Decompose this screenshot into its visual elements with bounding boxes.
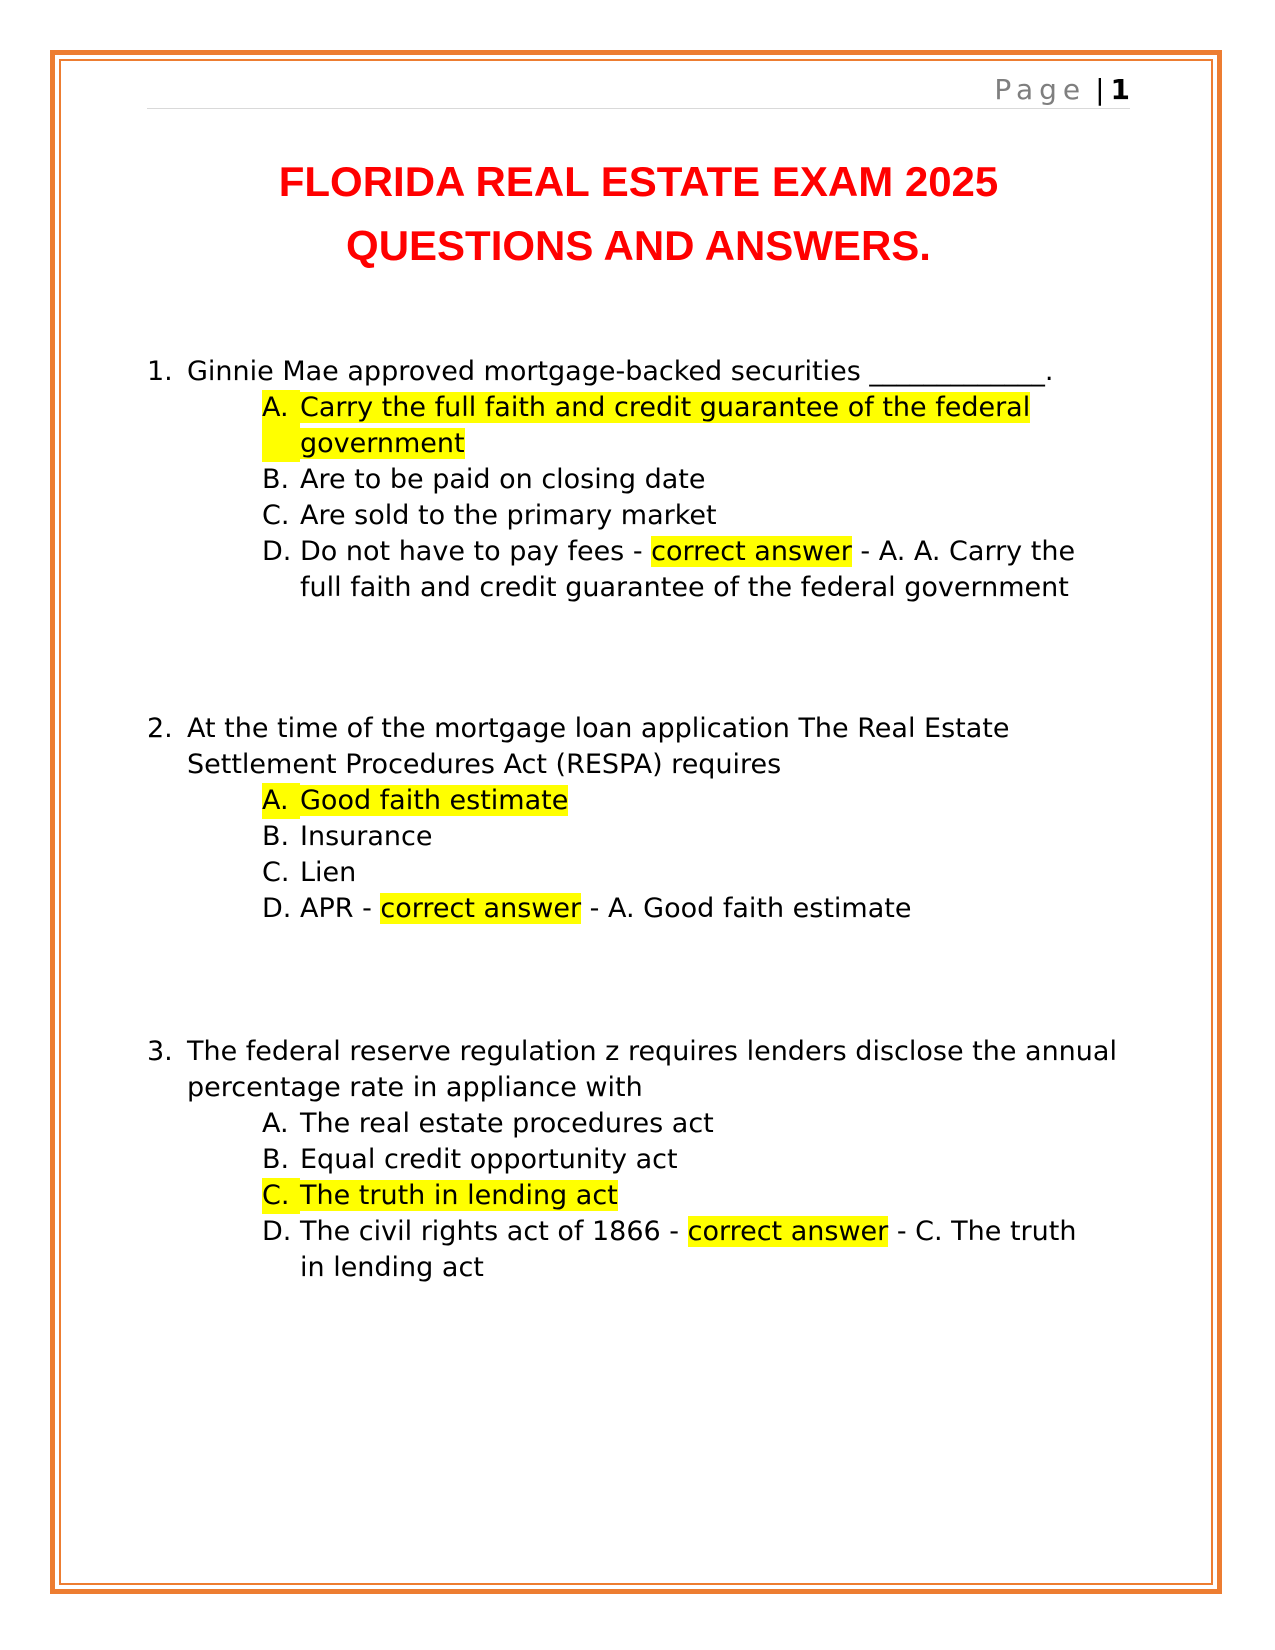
option-list <box>262 390 1092 606</box>
question-text: At the time of the mortgage loan application The Real Estate Settlement Procedures Act (RESPA) requires <box>187 713 1010 780</box>
option-text: The truth in lending act <box>300 1180 618 1211</box>
option-letter: A. <box>262 1108 289 1139</box>
option-text: Do not have to pay fees - <box>300 536 652 567</box>
page-header <box>147 72 1130 109</box>
option-letter: D. <box>262 893 292 924</box>
option-b <box>262 462 1092 498</box>
option-letter: A. <box>262 390 300 462</box>
correct-answer-label: correct answer <box>687 1216 889 1247</box>
option-letter: C. <box>262 1178 300 1214</box>
question-text: Ginnie Mae approved mortgage-backed securities _____________. <box>187 356 1054 387</box>
option-list <box>262 1106 1092 1286</box>
question-3 <box>147 1034 1137 1286</box>
page-number: 1 <box>1110 73 1130 106</box>
option-letter: C. <box>262 500 290 531</box>
option-text: Carry the full faith and credit guarantee of the federal government <box>300 392 1031 459</box>
option-a <box>262 783 1092 819</box>
option-letter: D. <box>262 1216 292 1247</box>
option-c <box>262 498 1092 534</box>
correct-answer-label: correct answer <box>380 893 582 924</box>
option-d <box>262 1214 1092 1286</box>
option-text: Equal credit opportunity act <box>300 1144 678 1175</box>
option-b <box>262 819 1092 855</box>
option-d <box>262 534 1092 606</box>
option-letter: B. <box>262 1144 290 1175</box>
question-number: 2. <box>147 713 173 744</box>
title-line-2: QUESTIONS AND ANSWERS. <box>346 222 931 269</box>
option-text: Insurance <box>300 821 433 852</box>
option-letter: D. <box>262 536 292 567</box>
option-letter: A. <box>262 783 300 819</box>
question-number: 1. <box>147 356 173 387</box>
option-c <box>262 1178 1092 1214</box>
question-number: 3. <box>147 1036 173 1067</box>
question-2 <box>147 711 1137 927</box>
document-title <box>147 150 1130 278</box>
option-a <box>262 1106 1092 1142</box>
option-text: Good faith estimate <box>300 785 569 816</box>
page-separator: | <box>1095 73 1105 106</box>
option-text: The civil rights act of 1866 - <box>300 1216 688 1247</box>
question-text: The federal reserve regulation z requires lenders disclose the annual percentage rate in appliance with <box>187 1036 1117 1103</box>
question-1 <box>147 354 1137 606</box>
answer-text: - C. The truth in lending act <box>300 1216 1077 1283</box>
option-letter: B. <box>262 821 290 852</box>
option-text: Are to be paid on closing date <box>300 464 706 495</box>
option-text: Are sold to the primary market <box>300 500 717 531</box>
answer-text: - A. Good faith estimate <box>581 893 912 924</box>
option-text: Lien <box>300 857 357 888</box>
option-b <box>262 1142 1092 1178</box>
title-line-1: FLORIDA REAL ESTATE EXAM 2025 <box>278 158 999 205</box>
correct-answer-label: correct answer <box>651 536 852 567</box>
option-text: APR - <box>300 893 381 924</box>
option-a <box>262 390 1092 462</box>
option-c <box>262 855 1092 891</box>
option-letter: C. <box>262 857 290 888</box>
answer-text: - A. A. Carry the full faith and credit guarantee of the federal government <box>300 536 1076 603</box>
option-list <box>262 783 1092 927</box>
option-letter: B. <box>262 464 290 495</box>
page-label: Page <box>994 73 1087 106</box>
option-d <box>262 891 1092 927</box>
option-text: The real estate procedures act <box>300 1108 714 1139</box>
